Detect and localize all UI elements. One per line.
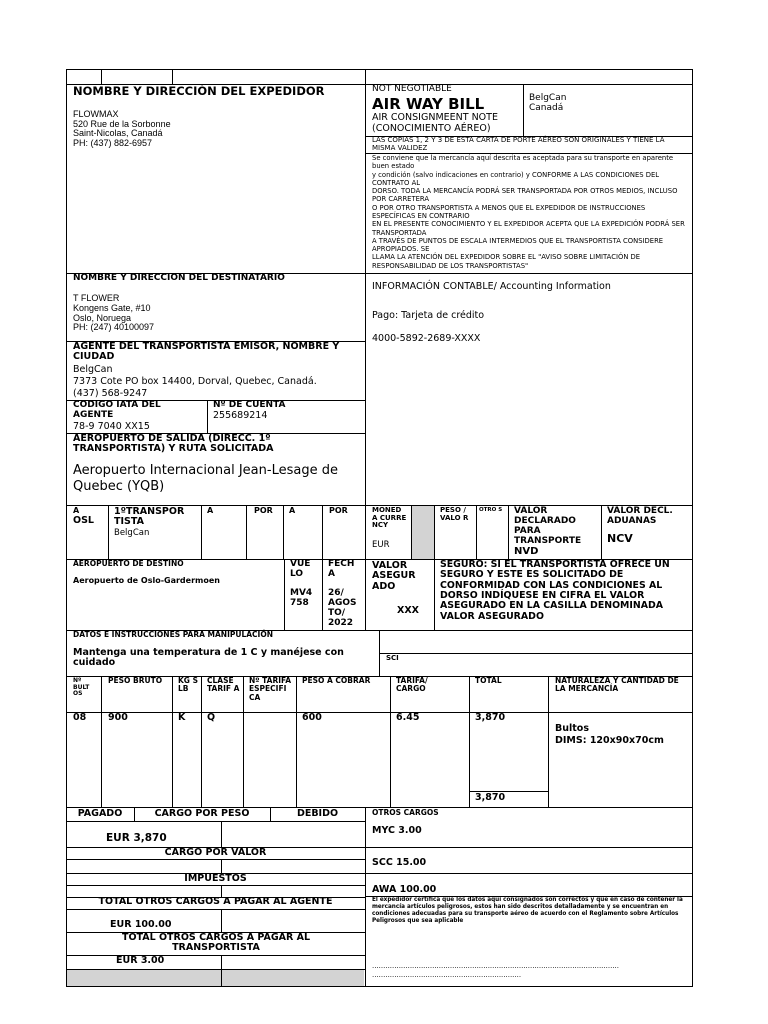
header-rate: TARIFA/ CARGO bbox=[396, 676, 428, 694]
header-total: TOTAL bbox=[475, 676, 502, 685]
consignee-heading: NOMBRE Y DIRECCION DEL DESTINATARIO bbox=[73, 273, 285, 283]
header-chargeable-weight: PESO A COBRAR bbox=[302, 676, 371, 685]
shipper-address2: Saint-Nicolas, Canadá bbox=[73, 128, 163, 138]
shipper-phone: PH: (437) 882-6957 bbox=[73, 138, 153, 148]
shipper-address1: 520 Rue de la Sorbonne bbox=[73, 119, 171, 129]
route-por2-label: POR bbox=[329, 506, 348, 515]
prepaid-label: PAGADO bbox=[77, 808, 123, 819]
route-a2-label: A bbox=[207, 506, 214, 515]
route-por1-label: POR bbox=[254, 506, 273, 515]
departure-heading: AEROPUERTO DE SALIDA (DIRECC. 1º TRANSPORTISTA) Y RUTA SOLICITADA bbox=[73, 433, 274, 455]
consignee-address2: Oslo, Noruega bbox=[73, 313, 132, 323]
carrier-other-charges-label: TOTAL OTROS CARGOS A PAGAR AL TRANSPORTISTA bbox=[121, 932, 311, 954]
other-charges-label: OTROS CARGOS bbox=[372, 808, 439, 817]
account-number-value: 255689214 bbox=[213, 410, 268, 421]
other-charge-myc: MYC 3.00 bbox=[372, 825, 422, 836]
declared-value-label: VALOR DECLARADO PARA TRANSPORTE bbox=[514, 506, 582, 546]
date-value: 26/ AGOS TO/ 2022 bbox=[328, 588, 357, 628]
route-to-label: A bbox=[73, 506, 80, 515]
header-commodity: Nº TARIFA ESPECIFI CA bbox=[249, 676, 292, 702]
row-kg-lb: K bbox=[178, 712, 186, 723]
tax-label: IMPUESTOS bbox=[184, 873, 247, 884]
collect-label: DEBIDO bbox=[296, 808, 339, 819]
header-rate-class: CLASE TARIF A bbox=[207, 676, 240, 694]
iata-code-value: 78-9 7040 XX15 bbox=[73, 421, 150, 432]
row-chargeable-weight: 600 bbox=[302, 712, 322, 723]
awb-subtitle2: (CONOCIMIENTO AÉREO) bbox=[372, 123, 491, 134]
date-label: FECH A bbox=[328, 559, 355, 579]
destination-value: Aeropuerto de Oslo-Gardermoen bbox=[73, 576, 220, 585]
insured-value: XXX bbox=[397, 605, 419, 616]
issuer-country: Canadá bbox=[529, 103, 564, 113]
agent-name: BelgCan bbox=[73, 364, 113, 375]
sci-label: SCI bbox=[386, 654, 399, 662]
accounting-card: 4000-5892-2689-XXXX bbox=[372, 333, 481, 344]
shipper-certification: El expedidor certifica que los datos aquí consignados son correctos y que en caso de contener la mercancía artículos peligrosos, estos han sido descritos detalladamente y se encuentran en condiciones adecuadas para su transporte aéreo de acuerdo con el Reglamento sobre Artículos Peligrosos que sea aplicable bbox=[372, 897, 683, 924]
row-rate-class: Q bbox=[207, 712, 216, 723]
insurance-notice: SEGURO: SI EL TRANSPORTISTA OFRECE UN SEGURO Y ESTE ES SOLICITADO DE CONFORMIDAD CON LAS CONDICIONES AL DORSO INDÍQUESE EN CIFRA EL VALOR ASEGURADO EN LA CASILLA DENOMINADA VALOR ASEGURADO bbox=[440, 559, 670, 622]
declared-value: NVD bbox=[514, 546, 539, 557]
header-nature: NATURALEZA Y CANTIDAD DE LA MERCANCÍA bbox=[555, 676, 679, 694]
agent-other-charges-value: EUR 100.00 bbox=[110, 919, 172, 930]
row-gross-weight: 900 bbox=[108, 712, 128, 723]
awb-subtitle1: AIR CONSIGNMEENT NOTE bbox=[372, 112, 498, 123]
carrier-other-charges-value: EUR 3.00 bbox=[116, 955, 165, 966]
agent-address: 7373 Cote PO box 14400, Dorval, Quebec, Canadá. bbox=[73, 376, 317, 387]
header-pieces: Nº BULT OS bbox=[73, 677, 90, 698]
shipper-name: FLOWMAX bbox=[73, 109, 119, 119]
departure-value: Aeropuerto Internacional Jean-Lesage de Quebec (YQB) bbox=[73, 463, 338, 494]
customs-value-label: VALOR DECL. ADUANAS bbox=[607, 506, 673, 526]
shaded-cell bbox=[412, 506, 434, 559]
conditions-text: Se conviene que la mercancía aquí descrita es aceptada para su transporte en aparente buen estado y condición (salvo indicaciones en contrario) y CONFORME A LAS CONDICIONES DEL CONTRATO AL DORSO. TODA LA MERCANCÍA PODRÁ SER TRANSPORTADA POR OTROS MEDIOS, INCLUSO POR CARRETERA O POR OTRO TRANSPORTISTA A MENOS QUE EL EXPEDIDOR DE INSTRUCCIONES ESPECÍFICAS EN CONTRARIO EN EL PRESENTE CONOCIMIENTO Y EL EXPEDIDOR ACEPTA QUE LA EXPEDICIÓN PODRÁ SER TRANSPORTADA A TRAVÉS DE PUNTOS DE ESCALA INTERMEDIOS QUE EL TRANSPORTISTA CONSIDERE APROPIADOS. SE LLAMA LA ATENCIÓN DEL EXPEDIDOR SOBRE EL "AVISO SOBRE LIMITACIÓN DE RESPONSABILIDAD DE LOS TRANSPORTISTAS" bbox=[372, 154, 685, 270]
consignee-name: T FLOWER bbox=[73, 293, 120, 303]
handling-heading: DATOS E INSTRUCCIONES PARA MANIPULACIÓN bbox=[73, 630, 273, 639]
other-charge-awa: AWA 100.00 bbox=[372, 884, 437, 895]
not-negotiable-label: NOT NEGOTIABLE bbox=[372, 84, 452, 94]
accounting-payment: Pago: Tarjeta de crédito bbox=[372, 310, 485, 321]
signature-line: ............................................................................................................... ................................................................... bbox=[372, 962, 619, 980]
accounting-heading: INFORMACIÓN CONTABLE/ Accounting Information bbox=[372, 281, 611, 292]
consignee-phone: PH: (247) 40100097 bbox=[73, 322, 155, 332]
handling-instructions: Mantenga una temperatura de 1 C y manéjese con cuidado bbox=[73, 647, 344, 669]
total-sum: 3,870 bbox=[475, 792, 506, 803]
shaded-cell-prepaid-total bbox=[67, 970, 221, 986]
header-gross-weight: PESO BRUTO bbox=[108, 676, 163, 685]
issuer-name: BelgCan bbox=[529, 93, 567, 103]
row-total: 3,870 bbox=[475, 712, 506, 723]
copies-note: LAS COPIAS 1, 2 Y 3 DE ESTA CARTA DE PORTE AÉREO SON ORIGINALES Y TIENE LA MISMA VALIDEZ bbox=[372, 136, 665, 152]
currency-label: MONED A CURRE NCY bbox=[372, 506, 407, 530]
consignee-address1: Kongens Gate, #10 bbox=[73, 303, 151, 313]
route-to-value: OSL bbox=[73, 515, 94, 526]
center-divider bbox=[365, 69, 366, 505]
row-rate: 6.45 bbox=[396, 712, 420, 723]
agent-other-charges-label: TOTAL OTROS CARGOS A PAGAR AL AGENTE bbox=[98, 896, 333, 907]
account-number-label: Nº DE CUENTA bbox=[213, 400, 286, 410]
route-a3-label: A bbox=[289, 506, 296, 515]
shipper-heading: NOMBRE Y DIRECCIÓN DEL EXPEDIDOR bbox=[73, 84, 325, 98]
agent-heading: AGENTE DEL TRANSPORTISTA EMISOR, NOMBRE Y CIUDAD bbox=[73, 341, 340, 363]
first-carrier-value: BelgCan bbox=[114, 528, 150, 538]
otros-label: OTRO S bbox=[479, 507, 503, 513]
currency-value: EUR bbox=[372, 540, 390, 550]
header-kg-lb: KG S LB bbox=[178, 676, 198, 694]
customs-value: NCV bbox=[607, 532, 633, 545]
weight-charge-label: CARGO POR PESO bbox=[154, 808, 250, 819]
weight-charge-value: EUR 3,870 bbox=[106, 832, 167, 844]
row-nature: Bultos DIMS: 120x90x70cm bbox=[555, 723, 664, 746]
flight-value: MV4 758 bbox=[290, 588, 313, 608]
row-pieces: 08 bbox=[73, 712, 87, 723]
valuation-charge-label: CARGO POR VALOR bbox=[164, 847, 267, 858]
iata-code-label: CODIGO IATA DEL AGENTE bbox=[73, 400, 161, 420]
destination-heading: AEROPUERTO DE DESTINO bbox=[73, 559, 184, 568]
insured-value-label: VALOR ASEGUR ADO bbox=[372, 560, 416, 592]
awb-title: AIR WAY BILL bbox=[372, 95, 485, 113]
agent-phone: (437) 568-9247 bbox=[73, 388, 148, 399]
first-carrier-label: 1ºTRANSPOR TISTA bbox=[114, 506, 185, 528]
flight-label: VUE LO bbox=[290, 559, 311, 579]
shaded-cell-collect-total bbox=[222, 970, 364, 986]
weight-value-label: PESO / VALO R bbox=[440, 506, 469, 522]
other-charge-scc: SCC 15.00 bbox=[372, 857, 427, 868]
